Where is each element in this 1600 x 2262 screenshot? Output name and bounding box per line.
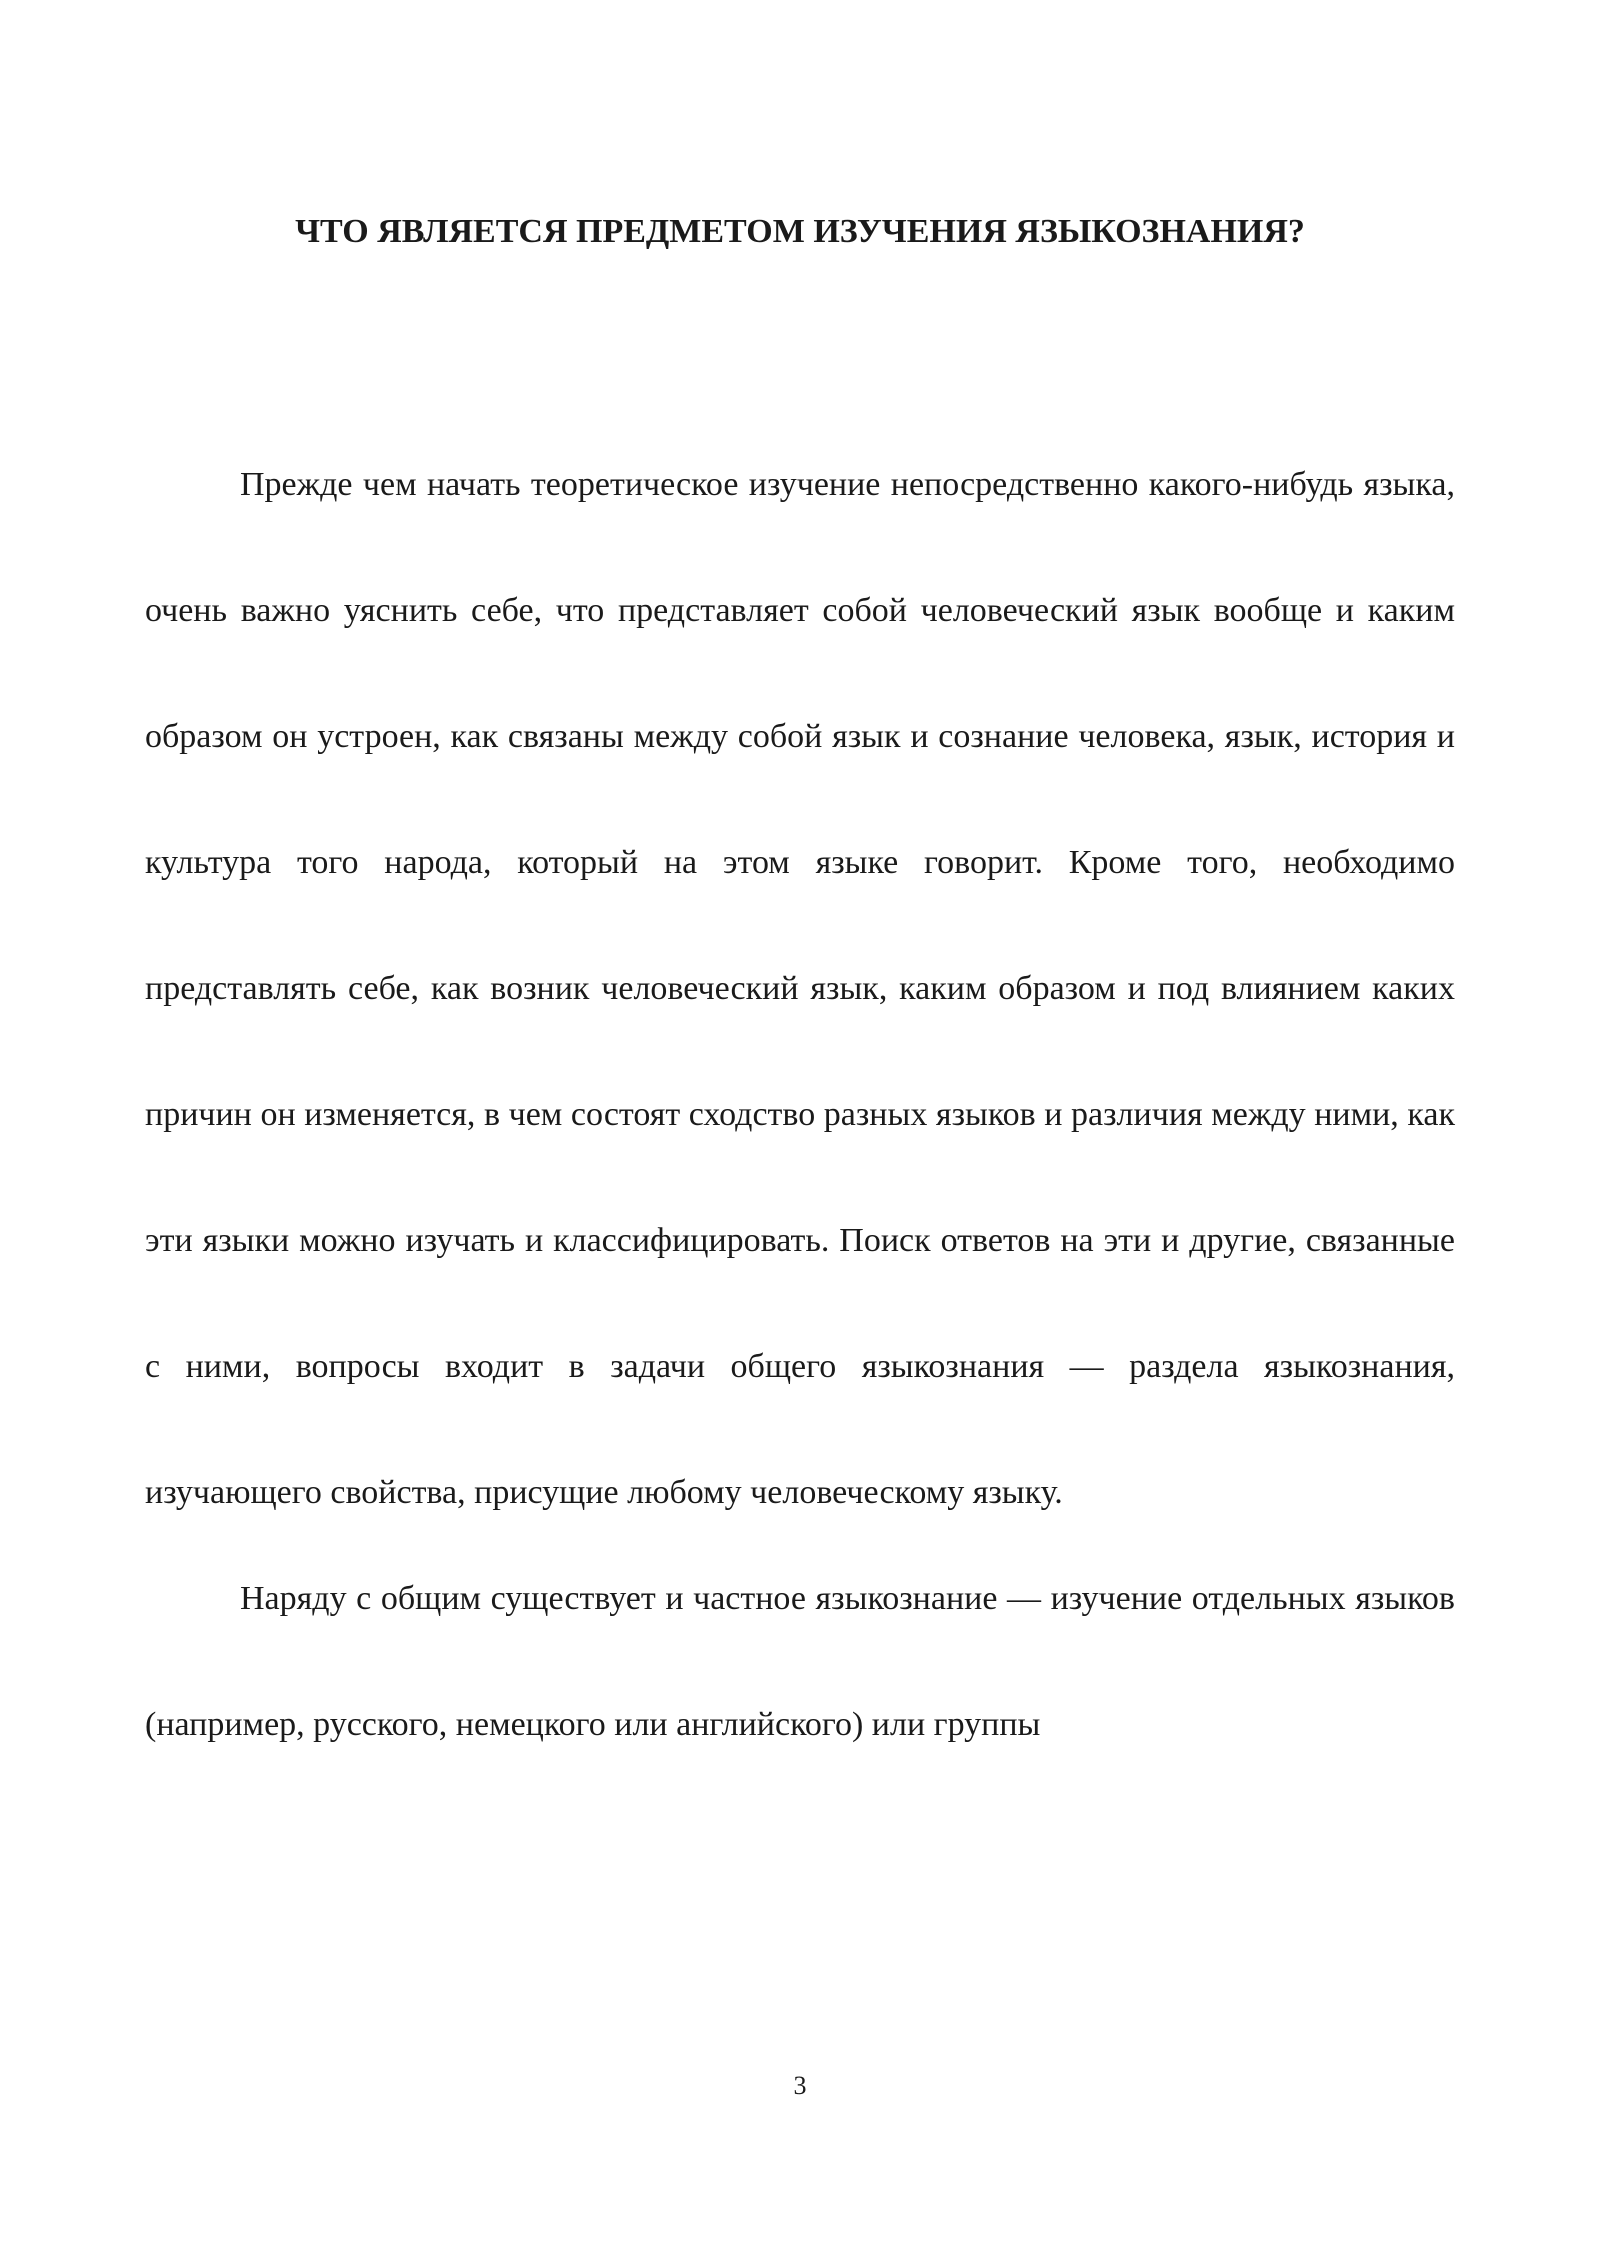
body-text (145, 422, 1455, 1788)
page-title: ЧТО ЯВЛЯЕТСЯ ПРЕДМЕТОМ ИЗУЧЕНИЯ ЯЗЫКОЗНАНИЯ? (295, 213, 1305, 250)
paragraph-2: Наряду с общим существует и частное языкознание — изучение отдельных языков (например, русского, немецкого или английского) или группы (145, 1580, 1455, 1743)
paragraph-1: Прежде чем начать теоретическое изучение непосредственно какого-нибудь языка, очень важно уяснить себе, что представляет собой человеческий язык вообще и каким образом он устроен, как связаны между собой язык и сознание человека, язык, история и культура того народа, который на этом языке говорит. Кроме того, необходимо представлять себе, как возник человеческий язык, каким образом и под влиянием каких причин он изменяется, в чем состоят сходство разных языков и различия между ними, как эти языки можно изучать и классифицировать. Поиск ответов на эти и другие, связанные с ними, вопросы входит в задачи общего языкознания — раздела языкознания, изучающего свойства, присущие любому человеческому языку. (145, 466, 1455, 1511)
page-number: 3 (793, 2071, 807, 2100)
